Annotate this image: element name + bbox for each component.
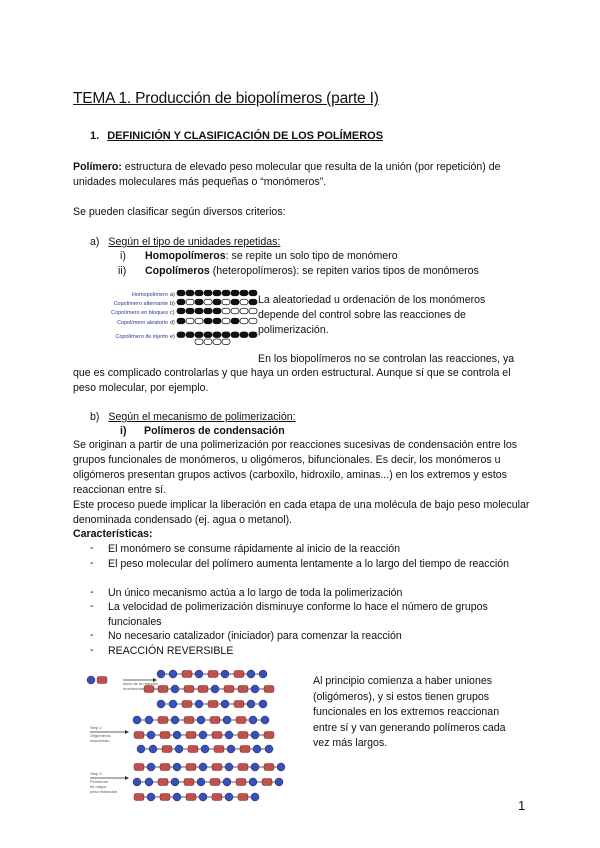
criteria-intro: Se pueden clasificar según diversos criterios:: [73, 206, 286, 218]
blue-monomer: [225, 793, 233, 801]
red-monomer: [188, 746, 198, 753]
monomer-unit: [231, 299, 239, 305]
definition-paragraph: [73, 160, 533, 190]
red-monomer: [158, 779, 168, 786]
blue-monomer: [223, 716, 231, 724]
criterion-b: [90, 411, 296, 423]
list-item: El monómero se consume rápidamente al inicio de la reacción: [108, 543, 401, 555]
blue-monomer: [147, 793, 155, 801]
monomer-unit: [249, 318, 257, 324]
monomer-unit: [204, 290, 212, 296]
blue-monomer: [259, 670, 267, 678]
figure-label: Copolímero de injerto: [115, 334, 168, 340]
monomer-unit: [231, 318, 239, 324]
randomness-paragraph: La aleatoriedad u ordenación de los monómeros depende del control sobre las reacciones de polimerización.: [258, 294, 486, 336]
monomer-unit: [231, 308, 239, 314]
monomer-unit: [222, 299, 230, 305]
red-monomer: [212, 794, 222, 801]
item-text: : se repite un solo tipo de monómero: [225, 250, 398, 262]
red-monomer: [236, 779, 246, 786]
blue-monomer: [277, 763, 285, 771]
monomer-unit: [222, 308, 230, 314]
copolymer-types-figure: [82, 288, 260, 348]
monomer-unit: [204, 339, 212, 345]
blue-monomer: [225, 763, 233, 771]
list-bullet: -: [90, 644, 94, 656]
blue-monomer: [247, 670, 255, 678]
monomer-unit: [186, 308, 194, 314]
criterion-a: [90, 236, 280, 248]
monomer-unit: [177, 299, 185, 305]
list-item: La velocidad de polimerización disminuye conforme lo hace el número de grupos funcionales: [108, 601, 488, 628]
monomer-unit: [240, 299, 248, 305]
monomer-unit: [231, 332, 239, 338]
figure-letter: b): [170, 301, 175, 307]
item-number: ii): [118, 265, 127, 277]
blue-monomer: [195, 670, 203, 678]
step-label: Step 3: [90, 771, 102, 776]
blue-monomer: [157, 670, 165, 678]
monomer-unit: [213, 332, 221, 338]
blue-monomer: [157, 700, 165, 708]
blue-monomer: [221, 700, 229, 708]
blue-monomer: [195, 700, 203, 708]
monomer-unit: [222, 318, 230, 324]
blue-monomer: [87, 676, 95, 684]
red-monomer: [182, 701, 192, 708]
caption-text: reaccionan: [90, 738, 110, 743]
monomer-unit: [222, 339, 230, 345]
monomer-unit: [195, 318, 203, 324]
arrow-head-icon: [125, 776, 129, 780]
caption-text: Inicio de la reacción: [123, 681, 159, 686]
monomer-unit: [204, 332, 212, 338]
red-monomer: [186, 764, 196, 771]
definition-term: Polímero:: [73, 161, 122, 173]
monomer-unit: [249, 290, 257, 296]
monomer-unit: [249, 299, 257, 305]
step-growth-figure: [75, 665, 310, 805]
blue-monomer: [227, 745, 235, 753]
blue-monomer: [201, 745, 209, 753]
blue-monomer: [249, 716, 257, 724]
biopolymer-paragraph-end: que es complicado controlarlas y que haya un orden estructural. Aunque sí que se controla el peso molecular, por ejemplo.: [73, 367, 511, 394]
step-label: Step 2: [90, 725, 102, 730]
page-number: 1: [518, 798, 526, 813]
red-monomer: [224, 686, 234, 693]
list-item: El peso molecular del polímero aumenta lentamente a lo largo del tiempo de reacción: [108, 558, 510, 570]
biopolymer-paragraph-start: En los biopolímeros no se controlan las reacciones, ya: [258, 353, 515, 365]
section-number: 1.: [90, 130, 100, 142]
blue-monomer: [137, 745, 145, 753]
characteristics-heading: Características:: [73, 528, 153, 540]
figure-letter: e): [170, 334, 175, 340]
item-number: i): [120, 250, 126, 262]
red-monomer: [264, 764, 274, 771]
condensate-paragraph: Este proceso puede implicar la liberación en cada etapa de una molécula de bajo peso molecular denominada condensado (ej. agua o metanol).: [73, 499, 530, 526]
figure-letter: c): [170, 310, 175, 316]
blue-monomer: [221, 670, 229, 678]
red-monomer: [210, 717, 220, 724]
red-monomer: [144, 686, 154, 693]
criterion-b-sub: [120, 425, 285, 437]
criterion-b-letter: b): [90, 411, 100, 423]
monomer-unit: [204, 299, 212, 305]
section-heading: [90, 130, 383, 142]
monomer-unit: [249, 308, 257, 314]
blue-monomer: [173, 763, 181, 771]
monomer-unit: [186, 290, 194, 296]
section-title: DEFINICIÓN Y CLASIFICACIÓN DE LOS POLÍMEROS: [107, 130, 384, 142]
red-monomer: [184, 686, 194, 693]
figure-label: Copolímero alternante: [113, 301, 168, 307]
blue-monomer: [133, 778, 141, 786]
red-monomer: [186, 732, 196, 739]
criterion-b-label: Según el mecanismo de polimerización:: [108, 411, 296, 423]
list-bullet: -: [90, 600, 94, 612]
red-monomer: [184, 717, 194, 724]
blue-monomer: [197, 778, 205, 786]
blue-monomer: [199, 793, 207, 801]
blue-monomer: [259, 700, 267, 708]
blue-monomer: [223, 778, 231, 786]
monomer-unit: [195, 339, 203, 345]
blue-monomer: [261, 716, 269, 724]
monomer-unit: [195, 308, 203, 314]
red-monomer: [214, 746, 224, 753]
blue-monomer: [247, 700, 255, 708]
monomer-unit: [231, 290, 239, 296]
page-title: TEMA 1. Producción de biopolímeros (parte I): [73, 90, 379, 107]
caption-text: peso molecular: [90, 789, 118, 794]
list-bullet: -: [90, 557, 94, 569]
monomer-unit: [240, 332, 248, 338]
red-monomer: [162, 746, 172, 753]
red-monomer: [238, 794, 248, 801]
blue-monomer: [197, 716, 205, 724]
condensation-paragraph: Se originan a partir de una polimerización por reacciones sucesivas de condensación entre los grupos funcionales de monómeros, u oligómeros, bifuncionales. Es decir, los monómeros u oligómeros presentan grupos activos (carboxilo, hidroxilo, aminas...) en los extremos y estos reaccionan entre sí.: [73, 439, 518, 496]
figure-label: Homopolímero: [131, 292, 168, 298]
blue-monomer: [171, 685, 179, 693]
item-text: (heteropolímeros): se repiten varios tipos de monómeros: [209, 265, 479, 277]
item-term: Copolímeros: [145, 265, 210, 277]
monomer-unit: [240, 308, 248, 314]
monomer-unit: [204, 308, 212, 314]
caption-text: Polímeros: [90, 779, 109, 784]
red-monomer: [208, 671, 218, 678]
blue-monomer: [173, 793, 181, 801]
blue-monomer: [251, 793, 259, 801]
red-monomer: [158, 686, 168, 693]
figure-label: Copolímero en bloques: [111, 310, 168, 316]
red-monomer: [234, 701, 244, 708]
list-bullet: -: [90, 586, 94, 598]
blue-monomer: [133, 716, 141, 724]
monomer-unit: [240, 290, 248, 296]
red-monomer: [238, 764, 248, 771]
oligomer-paragraph: Al principio comienza a haber uniones (oligómeros), y si estos tienen grupos funcionales en los extremos reaccionan entre sí y van generando polímeros cada vez más largos.: [313, 675, 506, 749]
blue-monomer: [265, 745, 273, 753]
red-monomer: [160, 794, 170, 801]
item-term: Homopolímeros: [145, 250, 226, 262]
red-monomer: [212, 764, 222, 771]
red-monomer: [208, 701, 218, 708]
monomer-unit: [249, 332, 257, 338]
blue-monomer: [145, 716, 153, 724]
red-monomer: [134, 732, 144, 739]
red-monomer: [182, 671, 192, 678]
red-monomer: [210, 779, 220, 786]
monomer-unit: [222, 332, 230, 338]
monomer-unit: [213, 308, 221, 314]
caption-text: monómeros: [123, 686, 145, 691]
criterion-a-item: [120, 250, 398, 262]
blue-monomer: [249, 778, 257, 786]
monomer-unit: [177, 308, 185, 314]
arrow-head-icon: [125, 730, 129, 734]
red-monomer: [184, 779, 194, 786]
red-monomer: [160, 732, 170, 739]
list-item: Un único mecanismo actúa a lo largo de toda la polimerización: [108, 587, 403, 599]
sub-term: Polímeros de condensación: [144, 425, 285, 437]
blue-monomer: [149, 745, 157, 753]
blue-monomer: [171, 778, 179, 786]
caption-text: de mayor: [90, 784, 107, 789]
red-monomer: [134, 794, 144, 801]
monomer-unit: [195, 332, 203, 338]
monomer-unit: [213, 318, 221, 324]
criterion-a-letter: a): [90, 236, 100, 248]
figure-letter: d): [170, 320, 175, 326]
red-monomer: [238, 686, 248, 693]
monomer-unit: [186, 332, 194, 338]
monomer-unit: [186, 299, 194, 305]
blue-monomer: [175, 745, 183, 753]
blue-monomer: [169, 670, 177, 678]
blue-monomer: [225, 731, 233, 739]
red-monomer: [198, 686, 208, 693]
red-monomer: [264, 686, 274, 693]
red-monomer: [240, 746, 250, 753]
red-monomer: [134, 764, 144, 771]
monomer-unit: [240, 318, 248, 324]
monomer-unit: [186, 318, 194, 324]
blue-monomer: [275, 778, 283, 786]
blue-monomer: [251, 731, 259, 739]
blue-monomer: [251, 763, 259, 771]
blue-monomer: [147, 731, 155, 739]
blue-monomer: [251, 685, 259, 693]
monomer-unit: [222, 290, 230, 296]
figure-letter: a): [170, 292, 175, 298]
blue-monomer: [147, 763, 155, 771]
red-monomer: [186, 794, 196, 801]
criterion-a-item: [118, 265, 479, 277]
monomer-unit: [177, 332, 185, 338]
red-monomer: [160, 764, 170, 771]
blue-monomer: [145, 778, 153, 786]
red-monomer: [234, 671, 244, 678]
blue-monomer: [169, 700, 177, 708]
red-monomer: [158, 717, 168, 724]
molecule-chains: [87, 670, 285, 801]
blue-monomer: [211, 685, 219, 693]
sub-number: i): [120, 425, 127, 437]
monomer-unit: [195, 290, 203, 296]
caption-text: Oligómeros: [90, 733, 111, 738]
list-item: No necesario catalizador (iniciador) para comenzar la reacción: [108, 630, 402, 642]
blue-monomer: [199, 763, 207, 771]
red-monomer: [97, 677, 107, 684]
criterion-a-label: Según el tipo de unidades repetidas:: [108, 236, 281, 248]
blue-monomer: [171, 716, 179, 724]
definition-text: estructura de elevado peso molecular que resulta de la unión (por repetición) de unidades moleculares más pequeñas o “monómeros”.: [73, 161, 501, 188]
red-monomer: [262, 779, 272, 786]
red-monomer: [236, 717, 246, 724]
monomer-unit: [204, 318, 212, 324]
red-monomer: [212, 732, 222, 739]
monomer-unit: [213, 299, 221, 305]
monomer-unit: [213, 290, 221, 296]
red-monomer: [264, 732, 274, 739]
monomer-unit: [195, 299, 203, 305]
monomer-unit: [177, 318, 185, 324]
blue-monomer: [253, 745, 261, 753]
list-item: REACCIÓN REVERSIBLE: [108, 645, 234, 657]
blue-monomer: [173, 731, 181, 739]
list-bullet: -: [90, 542, 94, 554]
list-bullet: -: [90, 629, 94, 641]
monomer-chains: [177, 290, 257, 344]
figure-label: Copolímero aleatorio: [116, 320, 168, 326]
monomer-unit: [177, 290, 185, 296]
blue-monomer: [199, 731, 207, 739]
red-monomer: [238, 732, 248, 739]
monomer-unit: [213, 339, 221, 345]
